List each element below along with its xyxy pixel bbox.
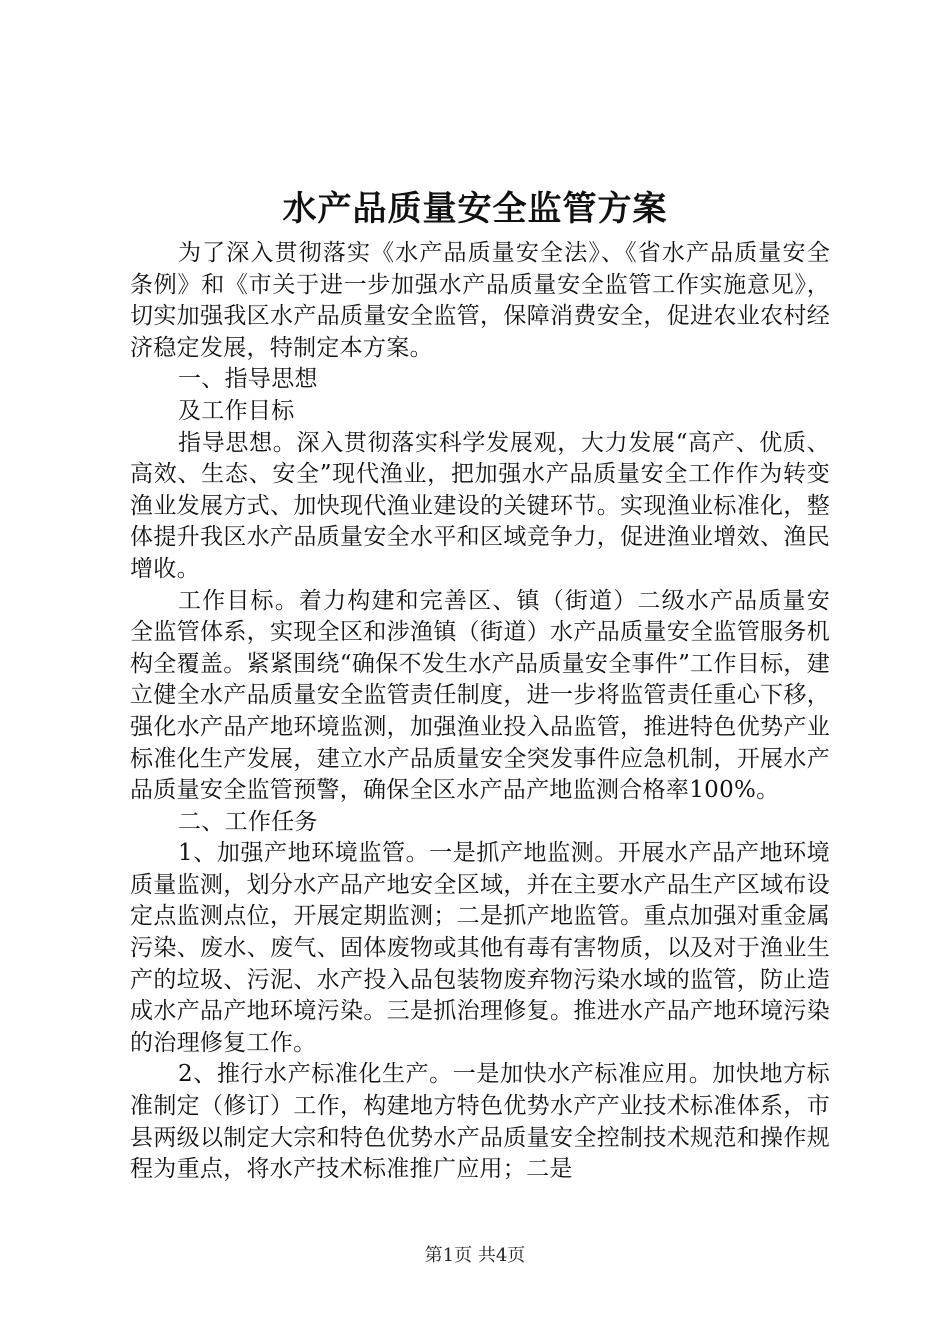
section-heading-1-continued: 及工作目标 (178, 397, 295, 424)
task-item-2: 2、推行水产标准化生产。一是加快水产标准应用。加快地方标准制定（修订）工作，构建地方特色优势水产产业技术标准体系，市县两级以制定大宗和特色优势水产品质量安全控制技术规范和操作规程为重点，将水产技术标准推广应用；二是 (130, 1061, 830, 1183)
intro-paragraph: 为了深入贯彻落实《水产品质量安全法》、《省水产品质量安全条例》和《市关于进一步加强水产品质量安全监管工作实施意见》，切实加强我区水产品质量安全监管，保障消费安全，促进农业农村经济稳定发展，特制定本方案。 (130, 240, 830, 361)
document-title: 水产品质量安全监管方案 (282, 189, 668, 229)
section-heading-2: 二、工作任务 (178, 808, 318, 835)
page-footer: 第1页 共4页 (424, 1245, 526, 1266)
work-goals-paragraph: 工作目标。着力构建和完善区、镇（街道）二级水产品质量安全监管体系，实现全区和涉渔镇（街道）水产品质量安全监管服务机构全覆盖。紧紧围绕“确保不发生水产品质量安全事件”工作目标，建立健全水产品质量安全监管责任制度，进一步将监管责任重心下移，强化水产品产地环境监测，加强渔业投入品监管，推进特色优势产业标准化生产发展，建立水产品质量安全突发事件应急机制，开展水产品质量安全监管预警，确保全区水产品产地监测合格率100%。 (130, 587, 830, 804)
document-body (130, 238, 830, 1186)
section-heading-1: 一、指导思想 (178, 366, 318, 393)
guiding-ideology-paragraph: 指导思想。深入贯彻落实科学发展观，大力发展“高产、优质、高效、生态、安全”现代渔业，把加强水产品质量安全工作作为转变渔业发展方式、加快现代渔业建设的关键环节。实现渔业标准化，整体提升我区水产品质量安全水平和区域竞争力，促进渔业增效、渔民增收。 (130, 429, 830, 582)
task-item-1: 1、加强产地环境监管。一是抓产地监测。开展水产品产地环境质量监测，划分水产品产地安全区域，并在主要水产品生产区域布设定点监测点位，开展定期监测；二是抓产地监管。重点加强对重金属污染、废水、废气、固体废物或其他有毒有害物质，以及对于渔业生产的垃圾、污泥、水产投入品包装物废弃物污染水域的监管，防止造成水产品产地环境污染。三是抓治理修复。推进水产品产地环境污染的治理修复工作。 (130, 840, 830, 1056)
